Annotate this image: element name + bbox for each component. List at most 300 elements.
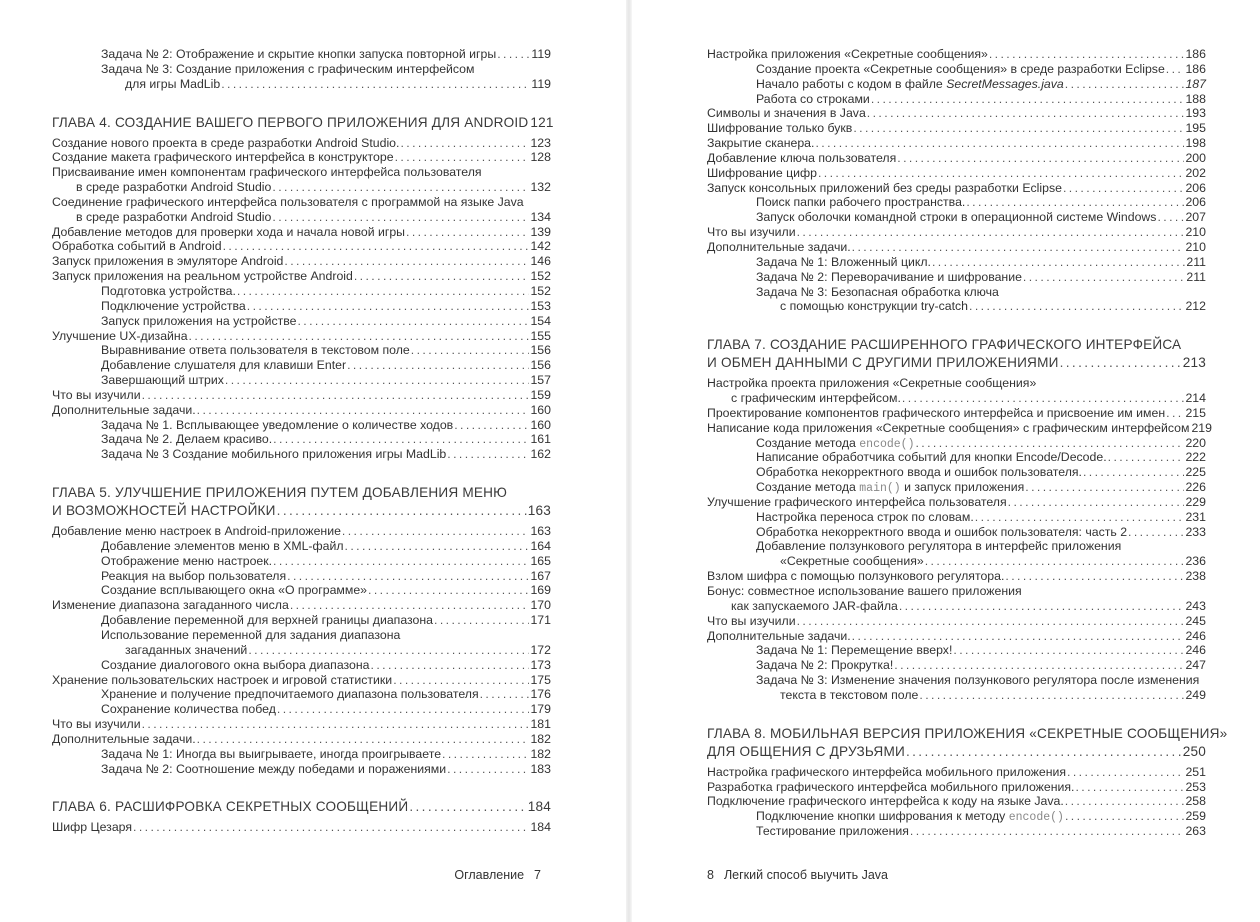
page-number: 245 (1185, 613, 1206, 628)
toc-entry-text (101, 762, 446, 777)
toc-entry[interactable] (52, 136, 551, 151)
toc-entry-text (756, 450, 1107, 465)
toc-entry[interactable] (52, 628, 551, 658)
toc-entry[interactable] (707, 285, 1206, 315)
toc-entry-text (707, 47, 988, 62)
page-number: 182 (530, 731, 551, 746)
entry-title: Задача № 2: Прокрутка! (756, 658, 894, 673)
toc-entry[interactable] (707, 480, 1206, 495)
toc-entry[interactable] (52, 269, 551, 284)
entry-title: Задача № 3: Изменение значения ползункового регулятора после изменения (756, 673, 1200, 688)
page-number: 181 (530, 717, 551, 732)
toc-entry-text (101, 432, 272, 447)
page-number: 155 (530, 328, 551, 343)
toc-entry-line (707, 465, 1206, 480)
entry-title-continuation: «Секретные сообщения» (780, 554, 924, 569)
toc-entry-text (52, 524, 341, 539)
page-number: 171 (530, 613, 551, 628)
entry-title: Создание всплывающего окна «О программе» (101, 583, 368, 598)
toc-entry-line (52, 702, 551, 717)
toc-entry-text (52, 165, 482, 180)
right-page-toc (707, 47, 1228, 839)
dot-leader (852, 629, 1185, 644)
toc-entry-text (756, 510, 974, 525)
chapter-title-text: ГЛАВА 4. СОЗДАНИЕ ВАШЕГО ПЕРВОГО ПРИЛОЖЕНИЯ ДЛЯ ANDROID (52, 114, 529, 130)
dot-leader (223, 239, 530, 254)
toc-entry[interactable] (707, 495, 1206, 510)
toc-entry-line (707, 643, 1206, 658)
toc-entry-text (756, 539, 1121, 554)
dot-leader (818, 166, 1185, 181)
toc-entry-line (707, 658, 1206, 673)
toc-entry[interactable] (707, 436, 1206, 451)
toc-entry[interactable] (52, 539, 551, 554)
toc-entry-line (52, 732, 551, 747)
chapter-heading (52, 114, 554, 132)
entry-title: Шифрование только букв (707, 121, 853, 136)
page-number: 128 (530, 150, 551, 165)
toc-entry-text (756, 673, 1199, 688)
toc-entry[interactable] (52, 432, 551, 447)
toc-entry[interactable] (52, 225, 551, 240)
entry-title: Тестирование приложения (756, 824, 909, 839)
page-number: 236 (1185, 554, 1206, 569)
chapter-heading-line (707, 743, 1206, 761)
toc-entry-text (707, 495, 1007, 510)
entry-title: Символы и значения в Java (707, 106, 866, 121)
toc-entry-line (52, 418, 551, 433)
toc-entry-line (52, 269, 551, 284)
page-number: 163 (530, 524, 551, 539)
toc-entry[interactable] (52, 687, 551, 702)
entry-title: Задача № 3: Безопасная обработка ключа (756, 284, 999, 299)
running-title: Легкий способ выучить Java (723, 868, 889, 882)
toc-entry[interactable] (707, 584, 1206, 614)
toc-entry-text (52, 254, 283, 269)
toc-entry-line (52, 762, 551, 777)
toc-entry[interactable] (707, 406, 1206, 421)
entry-title: Работа со строками (756, 91, 870, 106)
entry-title: Сохранение количества побед (101, 702, 276, 717)
toc-entry-line (707, 780, 1206, 795)
page-number: 175 (530, 672, 551, 687)
toc-entry[interactable] (52, 373, 551, 388)
entry-title: Улучшение UX-дизайна (52, 328, 188, 343)
toc-entry[interactable] (52, 569, 551, 584)
toc-entry[interactable] (707, 240, 1206, 255)
toc-entry[interactable] (707, 270, 1206, 285)
page-number: 206 (1185, 180, 1206, 195)
dot-leader (1108, 450, 1185, 465)
toc-entry[interactable] (52, 418, 551, 433)
toc-entry[interactable] (707, 569, 1206, 584)
dot-leader (1128, 525, 1184, 540)
page-number: 7 (534, 868, 541, 882)
page-number: 215 (1185, 405, 1206, 420)
entry-title: Дополнительные задачи. (707, 628, 851, 643)
toc-entry-text (756, 62, 1165, 77)
page-number: 156 (530, 358, 551, 373)
dot-leader (409, 798, 526, 816)
toc-entry[interactable] (52, 732, 551, 747)
toc-entry[interactable] (52, 343, 551, 358)
toc-entry[interactable] (52, 820, 551, 835)
entry-title: Закрытие сканера. (707, 136, 815, 151)
toc-entry-text (101, 658, 370, 673)
page-number: 184 (527, 799, 551, 815)
toc-entry[interactable] (707, 765, 1206, 780)
dot-leader (411, 343, 530, 358)
dot-leader (277, 702, 530, 717)
toc-entry-text (52, 329, 188, 344)
page-number: 176 (530, 687, 551, 702)
toc-entry[interactable] (52, 762, 551, 777)
entry-title: Начало работы с кодом в файле (756, 76, 947, 91)
entry-title: Настройка приложения «Секретные сообщения» (707, 47, 988, 61)
toc-entry-line (52, 47, 551, 62)
toc-entry-text (101, 447, 446, 462)
toc-entry[interactable] (52, 403, 551, 418)
chapter-heading (707, 336, 1206, 372)
toc-entry[interactable] (707, 181, 1206, 196)
dot-leader (815, 136, 1184, 151)
toc-entry-text (101, 314, 296, 329)
toc-entry[interactable] (707, 166, 1206, 181)
toc-entry[interactable] (707, 62, 1206, 77)
toc-entry[interactable] (707, 136, 1206, 151)
entry-title: Добавление переменной для верхней границы диапазона (101, 613, 434, 628)
dot-leader (1166, 406, 1184, 421)
entry-title-continuation: для игры MadLib (125, 76, 221, 91)
toc-entry-line (52, 299, 551, 314)
page-number: 207 (1185, 210, 1206, 225)
entry-title: Дополнительные задачи. (52, 731, 196, 746)
entry-title: Добавление слушателя для клавиши Enter (101, 358, 347, 373)
toc-entry-line (707, 181, 1206, 196)
entry-title: Задача № 1: Вложенный цикл. (756, 254, 931, 269)
page-number: 213 (1182, 355, 1206, 371)
entry-title: Отображение меню настроек. (101, 553, 273, 568)
toc-entry-text (52, 269, 353, 284)
page-number: 188 (1185, 91, 1206, 106)
toc-entry-text (707, 780, 1074, 795)
page-number: 184 (530, 820, 551, 835)
toc-entry[interactable] (52, 598, 551, 613)
entry-title: Бонус: совместное использование вашего приложения (707, 584, 1022, 598)
entry-title: Задача № 2: Переворачивание и шифрование (756, 269, 1022, 284)
entry-title-continuation: с помощью конструкции try-catch (780, 299, 969, 314)
page-number: 172 (530, 642, 551, 657)
toc-entry-line (707, 824, 1206, 839)
toc-entry[interactable] (707, 658, 1206, 673)
toc-entry-line (52, 598, 551, 613)
toc-entry[interactable] (707, 151, 1206, 166)
dot-leader (966, 195, 1184, 210)
page-number: 167 (530, 568, 551, 583)
toc-entry[interactable] (707, 47, 1206, 62)
toc-entry[interactable] (52, 284, 551, 299)
toc-entry-line (707, 495, 1206, 510)
toc-entry-line (52, 583, 551, 598)
dot-leader (975, 510, 1185, 525)
toc-entry-text (707, 794, 1064, 809)
toc-entry-line (52, 613, 551, 628)
toc-entry[interactable] (707, 614, 1206, 629)
page-number: 123 (530, 135, 551, 150)
dot-leader (853, 121, 1184, 136)
toc-entry-text (756, 210, 1156, 225)
toc-entry-text (707, 151, 896, 166)
entry-title: Запуск приложения на реальном устройстве Android (52, 269, 353, 284)
toc-entry[interactable] (52, 702, 551, 717)
dot-leader (902, 391, 1185, 406)
page-number: 156 (530, 343, 551, 358)
dot-leader (989, 47, 1185, 62)
chapter-title-text: ГЛАВА 8. МОБИЛЬНАЯ ВЕРСИЯ ПРИЛОЖЕНИЯ «СЕКРЕТНЫЕ СООБЩЕНИЯ» (707, 725, 1228, 741)
page-number: 198 (1185, 136, 1206, 151)
toc-entry-text (707, 136, 814, 151)
chapter-title-text: И ВОЗМОЖНОСТЕЙ НАСТРОЙКИ (52, 503, 276, 519)
toc-entry-line (52, 388, 551, 403)
toc-entry-text (101, 539, 344, 554)
page-number: 243 (1185, 598, 1206, 613)
dot-leader (284, 254, 529, 269)
toc-entry[interactable] (707, 77, 1206, 92)
entry-title: Подготовка устройства. (101, 283, 236, 298)
toc-entry-line (707, 47, 1206, 62)
dot-leader (347, 358, 529, 373)
toc-entry-line (707, 285, 1206, 300)
toc-entry[interactable] (707, 780, 1206, 795)
dot-leader (906, 743, 1182, 761)
toc-entry[interactable] (707, 643, 1206, 658)
toc-entry[interactable] (707, 225, 1206, 240)
toc-entry[interactable] (52, 150, 551, 165)
entry-title: Соединение графического интерфейса пользователя с программой на языке Java (52, 194, 524, 209)
dot-leader (925, 554, 1185, 569)
chapter-title-text: ГЛАВА 5. УЛУЧШЕНИЕ ПРИЛОЖЕНИЯ ПУТЕМ ДОБАВЛЕНИЯ МЕНЮ (52, 485, 508, 501)
toc-entry[interactable] (707, 525, 1206, 540)
toc-entry[interactable] (707, 824, 1206, 839)
toc-entry[interactable] (707, 673, 1206, 703)
dot-leader (1063, 181, 1184, 196)
entry-title: Проектирование компонентов графического интерфейса и присвоение им имен (707, 405, 1166, 420)
toc-entry-line (52, 658, 551, 673)
toc-entry-line (52, 150, 551, 165)
page-number: 263 (1185, 824, 1206, 839)
toc-entry-text (707, 406, 1165, 421)
toc-entry[interactable] (707, 465, 1206, 480)
entry-title: Обработка некорректного ввода и ошибок пользователя. (756, 465, 1082, 480)
toc-entry[interactable] (707, 809, 1206, 824)
page-number: 119 (531, 76, 551, 91)
toc-entry[interactable] (52, 583, 551, 598)
toc-entry[interactable] (52, 314, 551, 329)
toc-entry-text (756, 525, 1127, 540)
toc-entry-line (52, 254, 551, 269)
dot-leader (454, 418, 529, 433)
toc-entry[interactable] (707, 195, 1206, 210)
dot-leader (225, 373, 530, 388)
entry-title: Хранение и получение предпочитаемого диапазона пользователя (101, 687, 479, 702)
toc-entry[interactable] (52, 329, 551, 344)
entry-title: Подключение кнопки шифрования к методу (756, 809, 1009, 824)
toc-entry[interactable] (52, 658, 551, 673)
entry-title: Использование переменной для задания диапазона (101, 628, 401, 642)
toc-entry-text (707, 629, 851, 644)
entry-title: Разработка графического интерфейса мобильного приложения. (707, 779, 1075, 794)
toc-entry-text (101, 47, 496, 62)
entry-title: Настройка переноса строк по словам. (756, 509, 974, 524)
toc-entry-line (52, 284, 551, 299)
dot-leader (480, 687, 530, 702)
entry-title: Что вы изучили (52, 717, 141, 732)
toc-entry[interactable] (52, 388, 551, 403)
dot-leader (1023, 270, 1185, 285)
toc-entry[interactable] (707, 794, 1206, 809)
toc-entry-line (52, 343, 551, 358)
toc-entry[interactable] (52, 299, 551, 314)
toc-entry[interactable] (52, 195, 551, 225)
entry-title: Задача № 1. Всплывающее уведомление о количестве ходов (101, 417, 454, 432)
toc-entry-text (101, 687, 479, 702)
toc-entry-text (101, 554, 272, 569)
toc-entry-continuation (707, 599, 1206, 614)
toc-entry[interactable] (52, 747, 551, 762)
toc-entry-line (707, 195, 1206, 210)
toc-entry-line (707, 614, 1206, 629)
dot-leader (142, 717, 530, 732)
right-page-footer (707, 868, 888, 882)
toc-entry[interactable] (52, 673, 551, 688)
dot-leader (1083, 465, 1185, 480)
toc-entry-line (52, 195, 551, 210)
toc-entry[interactable] (52, 524, 551, 539)
toc-entry[interactable] (707, 629, 1206, 644)
toc-entry[interactable] (52, 47, 551, 62)
dot-leader (342, 524, 530, 539)
toc-entry-line (52, 524, 551, 539)
toc-entry[interactable] (707, 450, 1206, 465)
toc-entry-line (707, 809, 1206, 824)
toc-entry-text (52, 717, 141, 732)
toc-entry[interactable] (707, 255, 1206, 270)
toc-entry[interactable] (707, 539, 1206, 569)
toc-entry-line (52, 539, 551, 554)
dot-leader (287, 569, 529, 584)
toc-entry[interactable] (707, 510, 1206, 525)
dot-leader (237, 284, 530, 299)
toc-entry-text (52, 195, 524, 210)
dot-leader (395, 150, 530, 165)
toc-entry[interactable] (52, 554, 551, 569)
toc-entry-text (756, 465, 1082, 480)
chapter-heading-line (52, 502, 551, 520)
toc-entry-text (101, 343, 410, 358)
toc-entry-line (52, 820, 551, 835)
toc-entry[interactable] (52, 254, 551, 269)
toc-entry[interactable] (52, 717, 551, 732)
entry-title-continuation: в среде разработки Android Studio (76, 209, 272, 224)
dot-leader (1065, 809, 1185, 824)
page-number: 238 (1185, 569, 1206, 584)
toc-entry-line (707, 136, 1206, 151)
toc-entry[interactable] (707, 106, 1206, 121)
toc-entry[interactable] (52, 239, 551, 254)
toc-entry-line (707, 794, 1206, 809)
dot-leader (1067, 765, 1184, 780)
dot-leader (932, 255, 1185, 270)
dot-leader (1075, 780, 1184, 795)
toc-entry[interactable] (707, 376, 1206, 406)
toc-entry-line (52, 432, 551, 447)
page-number: 146 (530, 254, 551, 269)
dot-leader (1157, 210, 1184, 225)
dot-leader (406, 225, 529, 240)
toc-entry-line (707, 376, 1206, 391)
entry-title-continuation: как запускаемого JAR-файла (731, 598, 898, 613)
toc-entry-text (707, 765, 1066, 780)
page-number: 186 (1185, 61, 1206, 76)
entry-title: Создание метода (756, 480, 860, 495)
page-number: 139 (530, 224, 551, 239)
toc-entry[interactable] (52, 613, 551, 628)
toc-entry[interactable] (52, 62, 551, 92)
page-number: 182 (530, 746, 551, 761)
dot-leader (272, 210, 529, 225)
toc-entry-line (52, 314, 551, 329)
toc-entry-line (52, 62, 551, 77)
dot-leader (1065, 77, 1185, 92)
entry-title: Добавление методов для проверки хода и начала новой игры (52, 224, 406, 239)
entry-filename: SecretMessages.java (946, 76, 1064, 91)
toc-entry-text (707, 569, 1004, 584)
toc-entry-line (52, 403, 551, 418)
toc-entry-text (52, 598, 289, 613)
entry-title: Что вы изучили (52, 387, 141, 402)
toc-entry-text (756, 643, 952, 658)
dot-leader (133, 820, 529, 835)
page-number: 142 (530, 239, 551, 254)
toc-entry-line (707, 255, 1206, 270)
page-number: 214 (1185, 391, 1206, 406)
page-number: 154 (530, 313, 551, 328)
toc-entry-text (101, 373, 224, 388)
toc-entry-line (52, 225, 551, 240)
chapter-heading (52, 484, 551, 520)
toc-entry[interactable] (707, 92, 1206, 107)
page-number: 246 (1185, 628, 1206, 643)
toc-entry-line (707, 450, 1206, 465)
dot-leader (915, 436, 1184, 451)
toc-entry-continuation (707, 688, 1206, 703)
toc-entry[interactable] (707, 420, 1212, 436)
entry-title: Запуск приложения на устройстве (101, 313, 297, 328)
toc-entry-line (52, 239, 551, 254)
page-number: 220 (1185, 435, 1206, 450)
toc-entry-line (707, 406, 1206, 421)
toc-entry[interactable] (52, 358, 551, 373)
entry-title: Запуск консольных приложений без среды разработки Eclipse (707, 180, 1062, 195)
toc-entry[interactable] (707, 121, 1206, 136)
toc-entry[interactable] (52, 447, 551, 462)
entry-title: Добавление элементов меню в XML-файл (101, 538, 344, 553)
dot-leader (919, 688, 1184, 703)
toc-entry[interactable] (52, 165, 551, 195)
toc-entry[interactable] (707, 210, 1206, 225)
toc-entry-text (52, 136, 399, 151)
page-number: 219 (1191, 420, 1212, 435)
